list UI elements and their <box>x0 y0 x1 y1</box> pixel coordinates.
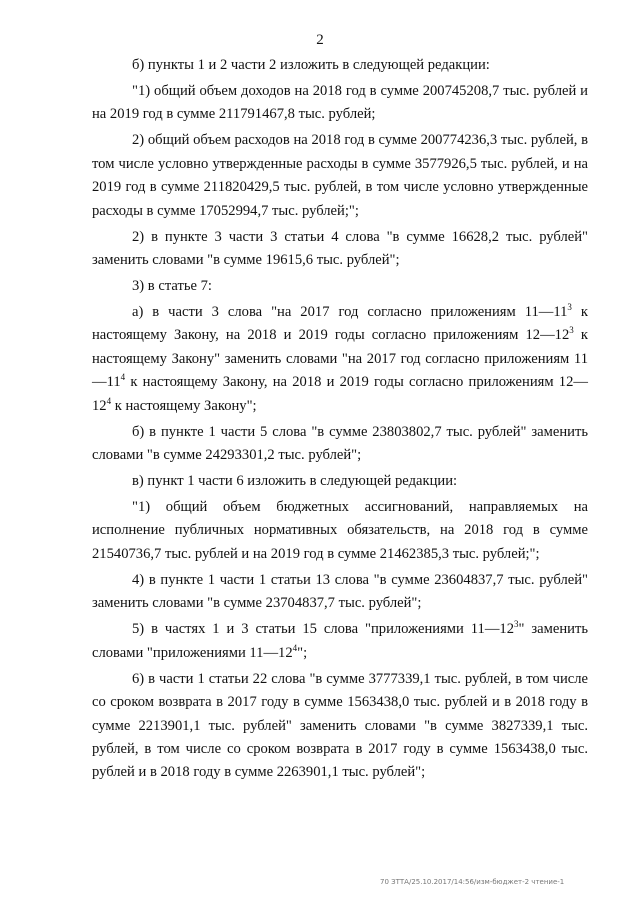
text-segment: " заменить словами "приложениями 11—12 <box>92 621 588 661</box>
paragraph-public-obligations: "1) общий объем бюджетных ассигнований, направляемых на исполнение публичных нормативных обязательств, на 2018 год в сумме 21540736,7 тыс. рублей и на 2019 год в сумме 21462385,3 тыс. рублей;"; <box>92 499 588 562</box>
page-number: 2 <box>316 32 324 48</box>
text-segment: к настоящему Закону, на 2018 и 2019 годы согласно приложениям 12—12 <box>92 304 588 344</box>
text-segment: к настоящему Закону" заменить словами "на 2017 год согласно приложениям 11—11 <box>92 327 588 391</box>
text-segment: а) в части 3 слова "на 2017 год согласно приложениям 11—11 <box>132 304 568 321</box>
paragraph-article-7-a <box>92 301 588 418</box>
paragraph-article-4: 2) в пункте 3 части 3 статьи 4 слова "в сумме 16628,2 тыс. рублей" заменить словами "в сумме 19615,6 тыс. рублей"; <box>92 228 588 269</box>
paragraph-article-22: 6) в части 1 статьи 22 слова "в сумме 3777339,1 тыс. рублей, в том числе со сроком возврата в 2017 году в сумме 1563438,0 тыс. рублей и в 2018 году в сумме 2213901,1 тыс. рублей" заменить словами "в сумме 3827339,1 тыс. рублей, в том числе со сроком возврата в 2017 году в сумме 1563438,0 тыс. рублей и в 2018 году в сумме 2263901,1 тыс. рублей"; <box>92 670 588 781</box>
superscript: 4 <box>120 372 126 383</box>
paragraph-article-7-v: в) пункт 1 части 6 изложить в следующей редакции: <box>132 473 458 490</box>
paragraph-article-7-b: б) в пункте 1 части 5 слова "в сумме 23803802,7 тыс. рублей" заменить словами "в сумме 24293301,2 тыс. рублей"; <box>92 423 588 464</box>
document-body <box>92 54 588 787</box>
paragraph-article-7: 3) в статье 7: <box>132 278 212 295</box>
superscript: 4 <box>292 642 298 653</box>
text-segment: 5) в частях 1 и 3 статьи 15 слова "приложениями 11—12 <box>132 621 515 638</box>
superscript: 3 <box>569 325 574 336</box>
paragraph-revenue: "1) общий объем доходов на 2018 год в сумме 200745208,7 тыс. рублей и на 2019 год в сумме 211791467,8 тыс. рублей; <box>92 83 588 123</box>
superscript: 3 <box>567 302 572 313</box>
paragraph-b-intro: б) пункты 1 и 2 части 2 изложить в следующей редакции: <box>132 57 490 73</box>
paragraph-expenses: 2) общий объем расходов на 2018 год в сумме 200774236,3 тыс. рублей, в том числе условно утвержденные расходы в сумме 3577926,5 тыс. рублей, и на 2019 год в сумме 211820429,5 тыс. рублей, в том числе условно утвержденные расходы в сумме 17052994,7 тыс. рублей;"; <box>92 132 588 219</box>
paragraph-article-13: 4) в пункте 1 части 1 статьи 13 слова "в сумме 23604837,7 тыс. рублей" заменить словами "в сумме 23704837,7 тыс. рублей"; <box>92 571 588 612</box>
text-segment: "; <box>297 644 308 661</box>
superscript: 3 <box>514 619 519 630</box>
paragraph-article-15 <box>92 618 588 665</box>
footer-document-code: 70 ЗТТА/25.10.2017/14:56/изм-бюджет-2 чтение-1 <box>380 878 565 886</box>
text-segment: к настоящему Закону, на 2018 и 2019 годы согласно приложениям 12—12 <box>92 374 588 414</box>
superscript: 4 <box>106 395 112 406</box>
text-segment: к настоящему Закону"; <box>111 397 257 414</box>
